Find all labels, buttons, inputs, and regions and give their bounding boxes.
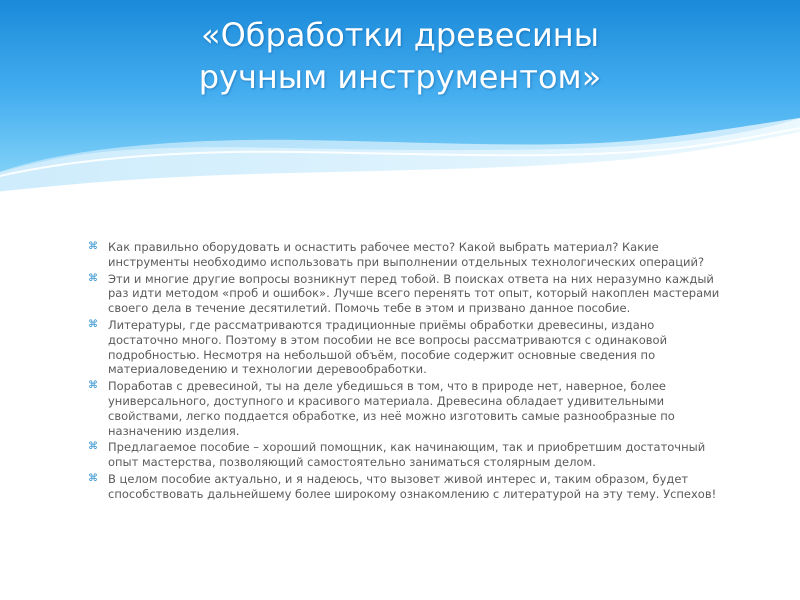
- paragraph-text: В целом пособие актуально, и я надеюсь, что вызовет живой интерес и, таким образом, будет способствовать дальнейшему более широкому ознакомлению с литературой на эту тему. Успехов!: [108, 471, 717, 501]
- paragraph-text: Литературы, где рассматриваются традиционные приёмы обработки древесины, издано достаточно много. Поэтому в этом пособии не все вопросы рассматриваются с одинаковой подробностью. Несмотря на небольшой объём, пособие содержит основные сведения по материаловедению и технологии деревообработки.: [108, 317, 668, 377]
- bullet-icon: ⌘: [88, 472, 98, 484]
- slide-title: [130, 14, 670, 98]
- list-item: [88, 240, 728, 270]
- bullet-icon: ⌘: [88, 380, 98, 392]
- title-line-2: ручным инструментом»: [198, 58, 602, 96]
- list-item: [88, 440, 728, 470]
- paragraph-text: Эти и многие другие вопросы возникнут перед тобой. В поисках ответа на них неразумно каждый раз идти методом «проб и ошибок». Лучше всего перенять тот опыт, который накоплен мастерами своего дела в течение десятилетий. Помочь тебе в этом и призвано данное пособие.: [108, 271, 720, 316]
- bullet-icon: ⌘: [88, 318, 98, 330]
- list-item: [88, 379, 728, 438]
- list-item: [88, 318, 728, 377]
- bullet-icon: ⌘: [88, 441, 98, 453]
- paragraph-text: Предлагаемое пособие – хороший помощник, как начинающим, так и приобретшим достаточный опыт мастерства, позволяющий самостоятельно заниматься столярным делом.: [108, 440, 706, 470]
- list-item: [88, 472, 728, 502]
- body-text-list: [88, 240, 728, 504]
- bullet-icon: ⌘: [88, 241, 98, 252]
- paragraph-text: Как правильно оборудовать и оснастить рабочее место? Какой выбрать материал? Какие инструменты необходимо использовать при выполнении отдельных технологических операций?: [108, 240, 705, 269]
- paragraph-text: Поработав с древесиной, ты на деле убедишься в том, что в природе нет, наверное, более универсального, доступного и красивого материала. Древесина обладает удивительными свойствами, легко поддается обработке, из неё можно изготовить самые разнообразные по назначению изделия.: [108, 379, 675, 438]
- bullet-icon: ⌘: [88, 272, 98, 284]
- list-item: [88, 272, 728, 316]
- title-line-1: «Обработки древесины: [201, 16, 599, 54]
